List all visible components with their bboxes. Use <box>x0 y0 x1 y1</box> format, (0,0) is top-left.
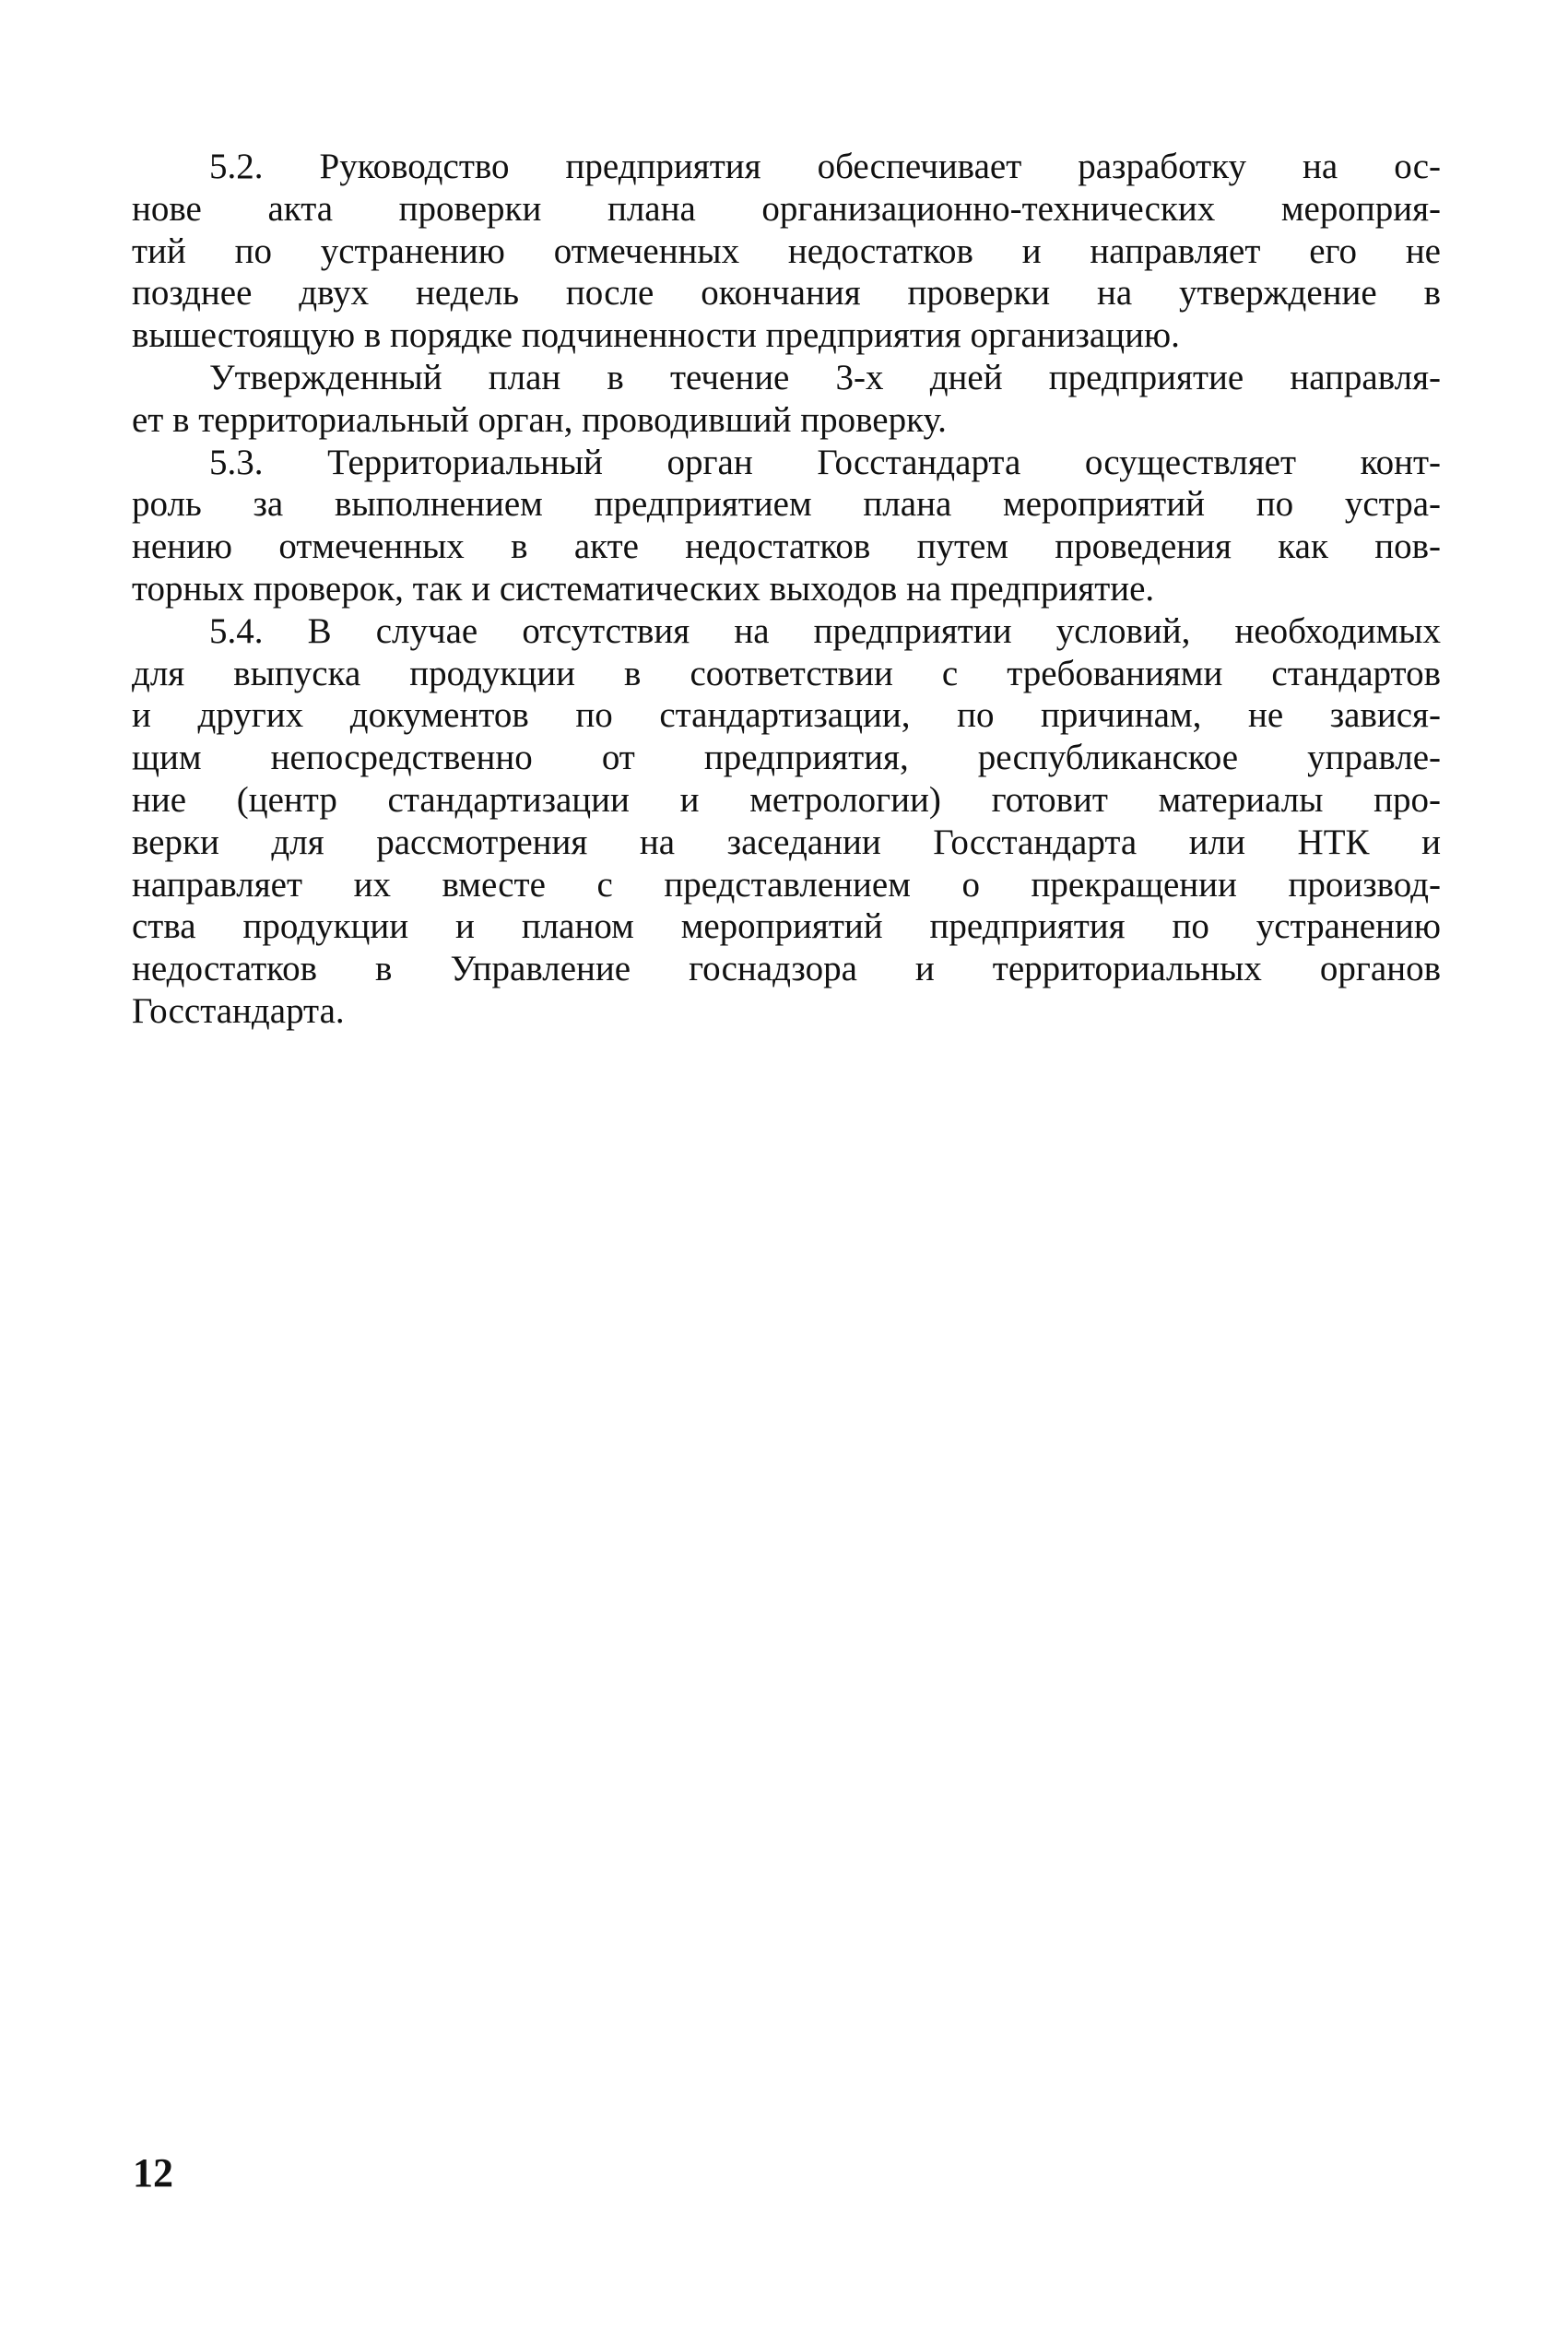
page-number: 12 <box>133 2150 173 2195</box>
text-line: ние (центр стандартизации и метрологии) готовит материалы про- <box>132 779 1441 820</box>
text-line: Госстандарта. <box>132 990 345 1031</box>
text-line: 5.4. В случае отсутствия на предприятии условий, необходимых <box>209 610 1441 651</box>
text-line: нове акта проверки плана организационно-технических мероприя- <box>132 188 1441 229</box>
text-line: Утвержденный план в течение 3-х дней предприятие направля- <box>209 357 1441 397</box>
text-line: недостатков в Управление госнадзора и территориальных органов <box>132 949 1441 989</box>
text-line: направляет их вместе с представлением о прекращении производ- <box>132 864 1441 905</box>
text-line: роль за выполнением предприятием плана мероприятий по устра- <box>132 484 1441 525</box>
text-line: для выпуска продукции в соответствии с требованиями стандартов <box>132 653 1441 693</box>
text-line: 5.3. Территориальный орган Госстандарта осуществляет конт- <box>209 442 1441 482</box>
text-line: ет в территориальный орган, проводивший проверку. <box>132 399 947 440</box>
text-line: верки для рассмотрения на заседании Госстандарта или НТК и <box>132 822 1441 862</box>
body-text <box>132 146 1441 1033</box>
text-line: ства продукции и планом мероприятий предприятия по устранению <box>132 906 1441 947</box>
text-line: нению отмеченных в акте недостатков путем проведения как пов- <box>132 527 1441 567</box>
text-line: тий по устранению отмеченных недостатков и направляет его не <box>132 231 1441 271</box>
text-line: 5.2. Руководство предприятия обеспечивает разработку на ос- <box>209 147 1441 186</box>
text-line: и других документов по стандартизации, по причинам, не завися- <box>132 695 1441 736</box>
text-line: позднее двух недель после окончания проверки на утверждение в <box>132 273 1441 314</box>
text-line: вышестоящую в порядке подчиненности предприятия организацию. <box>132 315 1180 356</box>
text-line: щим непосредственно от предприятия, республиканское управле- <box>132 738 1441 778</box>
text-line: торных проверок, так и систематических выходов на предприятие. <box>132 568 1155 609</box>
